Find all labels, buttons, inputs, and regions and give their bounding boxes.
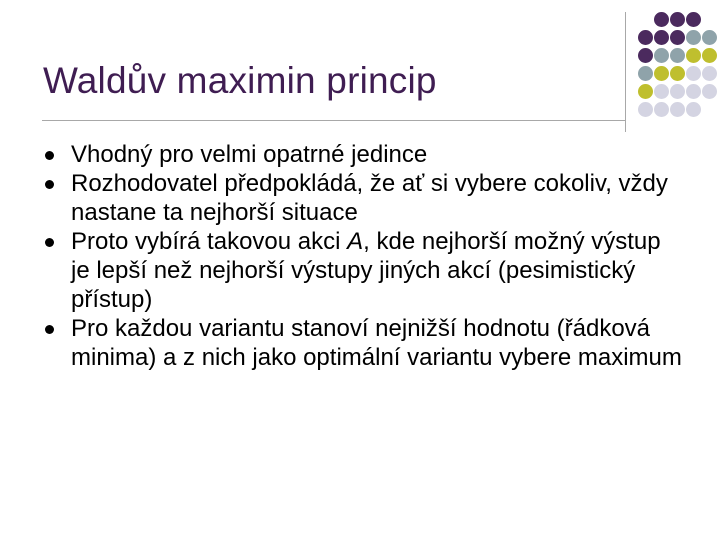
decorative-dot [702, 48, 717, 63]
decorative-dot [654, 30, 669, 45]
decorative-dot [654, 12, 669, 27]
bullet-text-prefix: Proto vybírá takovou akci [71, 228, 348, 255]
bullet-item [45, 169, 685, 227]
bullet-text: Rozhodovatel předpokládá, že ať si vybere cokoliv, vždy nastane ta nejhorší situace [71, 170, 668, 226]
decorative-dot [670, 66, 685, 81]
bullet-item [45, 140, 685, 169]
bullet-list [45, 140, 685, 372]
bullet-variable: A [347, 228, 364, 255]
decorative-dot [670, 48, 685, 63]
decorative-dot [654, 66, 669, 81]
decorative-dot [686, 66, 701, 81]
decorative-dot [686, 84, 701, 99]
bullet-dot-icon [45, 151, 54, 160]
bullet-item [45, 314, 685, 372]
bullet-dot-icon [45, 325, 54, 334]
bullet-text: Pro každou variantu stanoví nejnižší hodnotu (řádková minima) a z nich jako optimální variantu vybere maximum [71, 315, 682, 371]
decorative-dot [686, 102, 701, 117]
bullet-text: Vhodný pro velmi opatrné jedince [71, 141, 428, 168]
decorative-dot [670, 102, 685, 117]
bullet-dot-icon [45, 180, 54, 189]
decorative-dot [654, 102, 669, 117]
decorative-dot [686, 12, 701, 27]
decorative-dot [638, 48, 653, 63]
title-divider-vertical [625, 12, 626, 132]
decorative-dot [654, 48, 669, 63]
decorative-dot [686, 30, 701, 45]
decorative-dot [638, 66, 653, 81]
decorative-dot [638, 102, 653, 117]
decorative-dot [686, 48, 701, 63]
decorative-dot [670, 30, 685, 45]
slide-title: Waldův maximin princip [43, 60, 437, 101]
decorative-dot [702, 66, 717, 81]
bullet-dot-icon [45, 238, 54, 247]
bullet-text-suffix: , kde nejhorší možný výstup je lepší než nejhorší výstupy jiných akcí (pesimistický přístup) [71, 228, 661, 313]
decorative-dot [670, 84, 685, 99]
decorative-dot [702, 30, 717, 45]
title-divider-horizontal [42, 120, 625, 121]
decorative-dot [670, 12, 685, 27]
bullet-item [45, 227, 685, 314]
decorative-dot [638, 30, 653, 45]
decorative-dot [638, 84, 653, 99]
decorative-dot [654, 84, 669, 99]
decorative-dot-grid [630, 10, 720, 130]
decorative-dot [702, 84, 717, 99]
